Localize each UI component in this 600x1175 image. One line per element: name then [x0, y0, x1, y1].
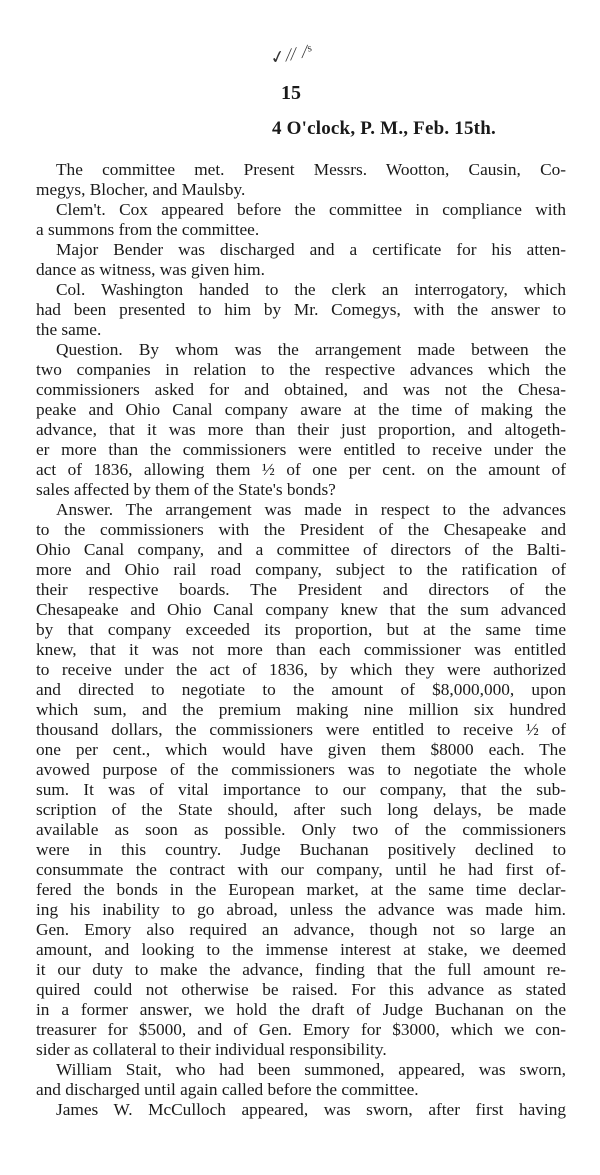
paragraph [36, 280, 566, 340]
text-line: treasurer for $5000, and of Gen. Emory for $3000, which we con- [36, 1020, 566, 1039]
text-line: Chesapeake and Ohio Canal company knew that the sum advanced [36, 600, 566, 619]
text-line: two companies in relation to the respective advances which the [36, 360, 566, 379]
text-line: amount, and looking to the immense interest at stake, we deemed [36, 940, 566, 959]
text-line: knew, that it was not more than each commissioner was entitled [36, 640, 566, 659]
paragraph [36, 500, 566, 1060]
text-line: Gen. Emory also required an advance, though not so large an [36, 920, 566, 939]
text-line: it our duty to make the advance, finding that the full amount re- [36, 960, 566, 979]
text-line: and discharged until again called before the committee. [36, 1080, 419, 1099]
text-line: scription of the State should, after such long delays, be made [36, 800, 566, 819]
page-number: 15 [281, 82, 301, 104]
text-line: to the commissioners with the President of the Chesapeake and [36, 520, 566, 539]
text-line: in a former answer, we hold the draft of Judge Buchanan on the [36, 1000, 566, 1019]
text-line: William Stait, who had been summoned, appeared, was sworn, [56, 1060, 566, 1079]
text-line: Clem't. Cox appeared before the committee in compliance with [56, 200, 566, 219]
text-line: ing his inability to go abroad, unless the advance was made him. [36, 900, 566, 919]
text-line: dance as witness, was given him. [36, 260, 265, 279]
text-line: more and Ohio rail road company, subject to the ratification of [36, 560, 566, 579]
text-line: their respective boards. The President and directors of the [36, 580, 566, 599]
text-line: fered the bonds in the European market, at the same time declar- [36, 880, 566, 899]
text-line: sider as collateral to their individual responsibility. [36, 1040, 387, 1059]
text-line: avowed purpose of the commissioners was to negotiate the whole [36, 760, 566, 779]
session-heading: 4 O'clock, P. M., Feb. 15th. [272, 118, 496, 139]
paragraph [36, 240, 566, 280]
text-line: which sum, and the premium making nine million six hundred [36, 700, 566, 719]
text-line: Major Bender was discharged and a certificate for his atten- [56, 240, 566, 259]
text-line: had been presented to him by Mr. Comegys, with the answer to [36, 300, 566, 319]
text-line: one per cent., which would have given them $8000 each. The [36, 740, 566, 759]
text-line: a summons from the committee. [36, 220, 260, 239]
text-line: by that company exceeded its proportion, but at the same time [36, 620, 566, 639]
text-line: er more than the commissioners were entitled to receive under the [36, 440, 566, 459]
paragraph [36, 340, 566, 500]
paragraph [36, 160, 566, 200]
text-line: act of 1836, allowing them ½ of one per cent. on the amount of [36, 460, 566, 479]
handwritten-mark: ✓⁄⁄ ⁄ˢ [268, 39, 316, 69]
text-line: The committee met. Present Messrs. Wootton, Causin, Co- [56, 160, 566, 179]
text-line: thousand dollars, the commissioners were entitled to receive ½ of [36, 720, 566, 739]
text-line: advance, that it was more than their just proportion, and altogeth- [36, 420, 566, 439]
text-line: sum. It was of vital importance to our company, that the sub- [36, 780, 566, 799]
text-line: James W. McCulloch appeared, was sworn, after first having [56, 1100, 566, 1119]
text-line: available as soon as possible. Only two of the commissioners [36, 820, 566, 839]
text-line: the same. [36, 320, 102, 339]
text-line: and directed to negotiate to the amount of $8,000,000, upon [36, 680, 566, 699]
text-line: megys, Blocher, and Maulsby. [36, 180, 246, 199]
text-line: Question. By whom was the arrangement made between the [56, 340, 566, 359]
text-line: peake and Ohio Canal company aware at the time of making the [36, 400, 566, 419]
text-line: consummate the contract with our company, until he had first of- [36, 860, 566, 879]
text-line: were in this country. Judge Buchanan positively declined to [36, 840, 566, 859]
text-line: Col. Washington handed to the clerk an interrogatory, which [56, 280, 566, 299]
text-line: to receive under the act of 1836, by which they were authorized [36, 660, 566, 679]
text-line: commissioners asked for and obtained, and was not the Chesa- [36, 380, 566, 399]
text-line: Ohio Canal company, and a committee of directors of the Balti- [36, 540, 566, 559]
text-line: quired could not otherwise be raised. For this advance as stated [36, 980, 566, 999]
paragraph [36, 1060, 566, 1100]
text-line: Answer. The arrangement was made in respect to the advances [56, 500, 566, 519]
document-body [36, 160, 566, 1120]
paragraph [36, 200, 566, 240]
text-line: sales affected by them of the State's bonds? [36, 480, 336, 499]
paragraph [36, 1100, 566, 1120]
